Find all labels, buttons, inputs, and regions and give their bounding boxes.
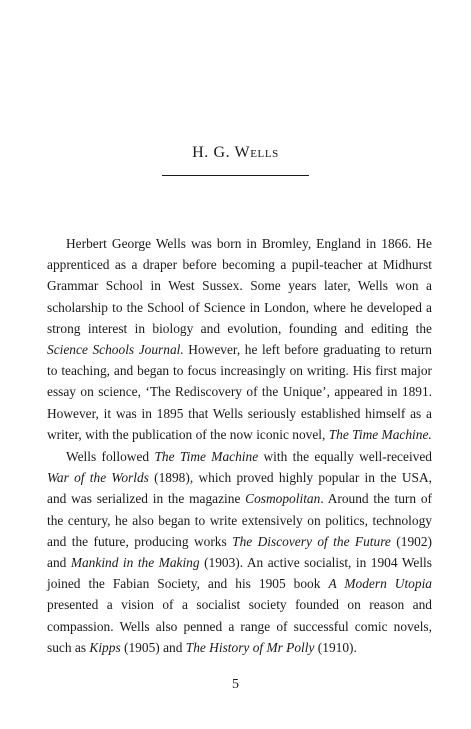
text-run: (1902) and	[47, 533, 432, 571]
text-run: . Around the turn of the century, he also began to write extensively on politics, technology and the future, producing works	[47, 491, 432, 549]
italic-title: The History of Mr Polly	[185, 639, 315, 655]
paragraph-1	[47, 233, 432, 445]
italic-title: The Time Machine.	[328, 426, 432, 442]
text-run: with the equally well-received	[258, 449, 432, 465]
page-number: 5	[232, 677, 239, 692]
text-run: Herbert George Wells was born in Bromley, England in 1866. He apprenticed as a draper before becoming a pupil-teacher at Midhurst Grammar School in West Sussex. Some years later, Wells won a scholarship to the School of Science in London, where he developed a strong interest in biology and evolution, founding and editing the	[47, 236, 432, 336]
text-run: Wells followed	[66, 449, 155, 465]
text-run: However, he left before graduating to return to teaching, and began to focus increasingly on writing. His first major essay on science, ‘The Rediscovery of the Unique’, appeared in 1891. However, it was in 1895 that Wells seriously established himself as a writer, with the publication of the now iconic novel,	[47, 342, 432, 442]
italic-title: Kipps	[89, 639, 121, 655]
italic-title: War of the Worlds	[47, 470, 149, 486]
italic-title: Mankind in the Making	[70, 555, 200, 571]
text-run: (1910).	[314, 639, 357, 655]
text-run: (1898), which proved highly popular in the USA, and was serialized in the magazine	[47, 470, 433, 507]
italic-title: Science Schools Journal.	[47, 342, 184, 358]
italic-title: A Modern Utopia	[328, 576, 432, 592]
text-run: presented a vision of a socialist society founded on reason and compassion. Wells also penned a range of successful comic novels, such as	[47, 597, 432, 655]
body-text	[47, 233, 432, 658]
paragraph-2	[47, 446, 432, 658]
italic-title: The Discovery of the Future	[232, 533, 391, 549]
text-run: (1905) and	[120, 639, 186, 655]
heading-rule	[162, 175, 309, 176]
chapter-heading: H. G. Wells	[192, 144, 279, 161]
italic-title: The Time Machine	[154, 449, 259, 465]
italic-title: Cosmopolitan	[245, 491, 321, 507]
text-run: (1903). An active socialist, in 1904 Wells joined the Fabian Society, and his 1905 book	[47, 555, 432, 592]
